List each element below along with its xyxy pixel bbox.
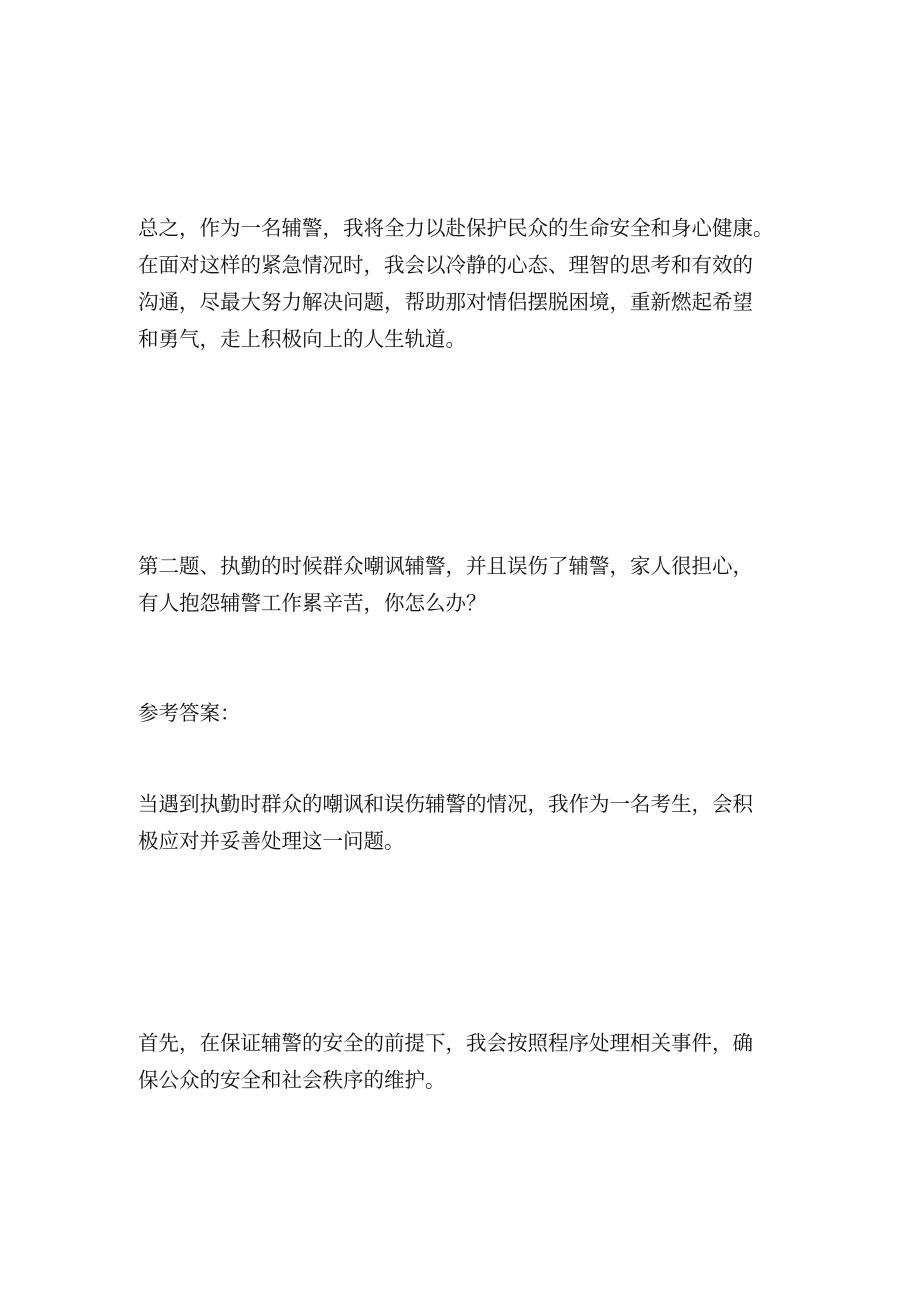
text-line: 参考答案： — [138, 701, 241, 725]
text-line: 第二题、执勤的时候群众嘲讽辅警，并且误伤了辅警，家人很担心， — [138, 554, 753, 578]
answer-intro-paragraph — [138, 786, 798, 860]
text-line: 极应对并妥善处理这一问题。 — [138, 829, 405, 853]
text-line: 和勇气，走上积极向上的人生轨道。 — [138, 327, 466, 351]
question-heading — [138, 548, 798, 622]
text-line: 首先，在保证辅警的安全的前提下，我会按照程序处理相关事件，确 — [138, 1031, 753, 1055]
reference-answer-label — [138, 695, 798, 732]
text-line: 在面对这样的紧急情况时，我会以冷静的心态、理智的思考和有效的 — [138, 253, 753, 277]
text-line: 当遇到执勤时群众的嘲讽和误伤辅警的情况，我作为一名考生，会积 — [138, 792, 753, 816]
paragraph-conclusion — [138, 210, 798, 358]
text-line: 总之，作为一名辅警，我将全力以赴保护民众的生命安全和身心健康。 — [138, 216, 774, 240]
text-line: 沟通，尽最大努力解决问题，帮助那对情侣摆脱困境，重新燃起希望 — [138, 290, 753, 314]
text-line: 保公众的安全和社会秩序的维护。 — [138, 1068, 446, 1092]
text-line: 有人抱怨辅警工作累辛苦，你怎么办？ — [138, 591, 487, 615]
answer-first-point-paragraph — [138, 1025, 798, 1099]
